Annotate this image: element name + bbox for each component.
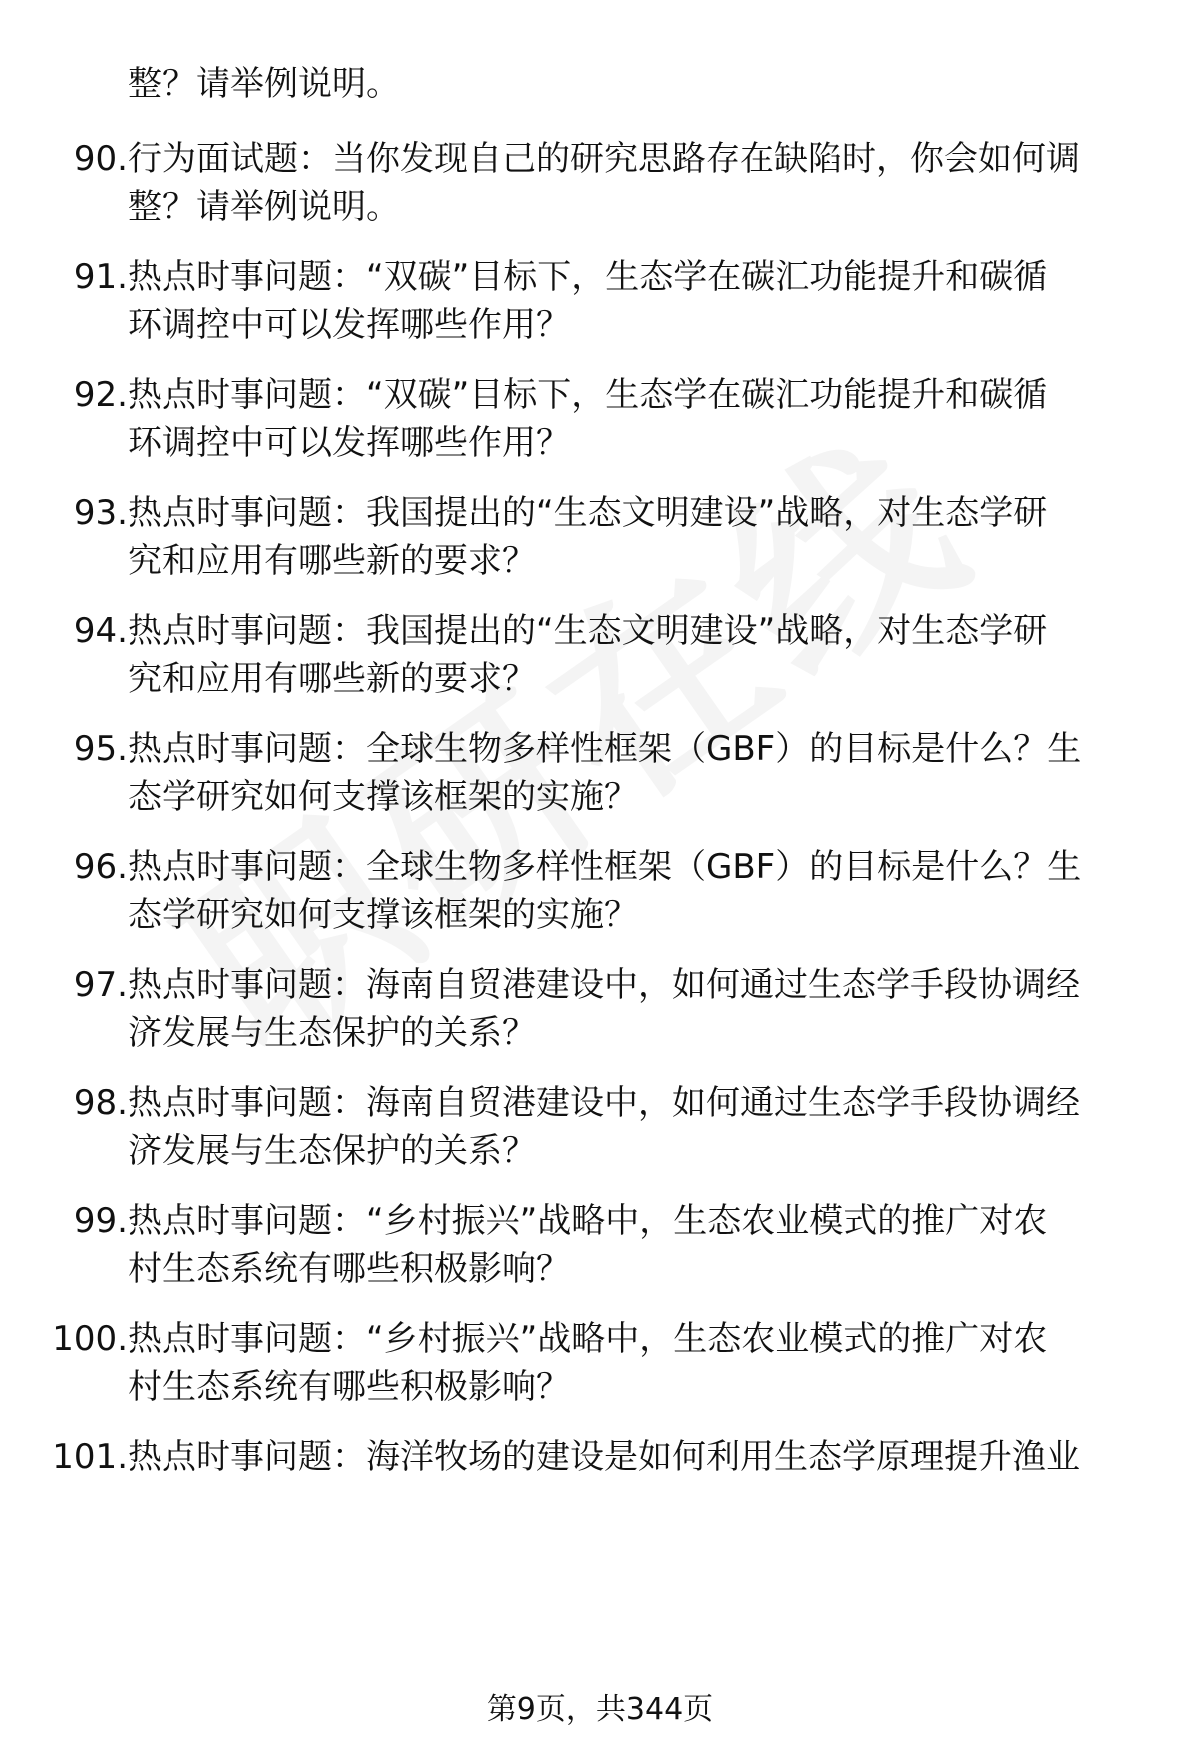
item-text-line: 环调控中可以发挥哪些作用？ <box>128 305 570 345</box>
item-text-line: 热点时事问题：“双碳”目标下，生态学在碳汇功能提升和碳循 <box>128 257 1048 297</box>
item-text-line: 究和应用有哪些新的要求？ <box>128 541 536 581</box>
item-text <box>128 1079 1138 1175</box>
item-text-line: 行为面试题：当你发现自己的研究思路存在缺陷时，你会如何调 <box>128 139 1080 179</box>
item-text <box>128 1197 1138 1293</box>
item-number: 95. <box>73 729 128 769</box>
item-text-line: 热点时事问题：我国提出的“生态文明建设”战略，对生态学研 <box>128 611 1048 651</box>
item-number: 92. <box>73 375 128 415</box>
item-text-line: 态学研究如何支撑该框架的实施？ <box>128 895 638 935</box>
item-text-line: 济发展与生态保护的关系？ <box>128 1131 536 1171</box>
item-text <box>128 135 1138 231</box>
item-number: 100. <box>52 1319 128 1359</box>
item-number: 97. <box>73 965 128 1005</box>
continuation-text: 整？请举例说明。 <box>128 64 400 104</box>
item-text <box>128 961 1138 1057</box>
item-number: 93. <box>73 493 128 533</box>
item-text <box>128 725 1138 821</box>
page-footer: 第9页，共344页 <box>486 1692 714 1727</box>
item-text <box>128 489 1138 585</box>
item-text <box>128 607 1138 703</box>
item-number: 90. <box>73 139 128 179</box>
item-text-line: 村生态系统有哪些积极影响？ <box>128 1249 570 1289</box>
item-text <box>128 1433 1138 1481</box>
item-text <box>128 843 1138 939</box>
item-text-line: 热点时事问题：全球生物多样性框架（GBF）的目标是什么？生 <box>128 847 1082 887</box>
item-text-line: 态学研究如何支撑该框架的实施？ <box>128 777 638 817</box>
item-number: 101. <box>52 1437 128 1477</box>
item-text-line: 究和应用有哪些新的要求？ <box>128 659 536 699</box>
item-text <box>128 253 1138 349</box>
item-text <box>128 371 1138 467</box>
item-text-line: 热点时事问题：海洋牧场的建设是如何利用生态学原理提升渔业 <box>128 1437 1080 1477</box>
item-text-line: 热点时事问题：海南自贸港建设中，如何通过生态学手段协调经 <box>128 1083 1080 1123</box>
item-number: 91. <box>73 257 128 297</box>
item-text <box>128 1315 1138 1411</box>
item-number: 94. <box>73 611 128 651</box>
item-text-line: 热点时事问题：全球生物多样性框架（GBF）的目标是什么？生 <box>128 729 1082 769</box>
item-text-line: 济发展与生态保护的关系？ <box>128 1013 536 1053</box>
item-text-line: 村生态系统有哪些积极影响？ <box>128 1367 570 1407</box>
item-text-line: 热点时事问题：“乡村振兴”战略中，生态农业模式的推广对农 <box>128 1319 1048 1359</box>
item-text-line: 热点时事问题：“乡村振兴”战略中，生态农业模式的推广对农 <box>128 1201 1048 1241</box>
item-text-line: 环调控中可以发挥哪些作用？ <box>128 423 570 463</box>
item-number: 96. <box>73 847 128 887</box>
item-text-line: 热点时事问题：“双碳”目标下，生态学在碳汇功能提升和碳循 <box>128 375 1048 415</box>
item-text-line: 热点时事问题：海南自贸港建设中，如何通过生态学手段协调经 <box>128 965 1080 1005</box>
item-text-line: 整？请举例说明。 <box>128 187 400 227</box>
item-number: 98. <box>73 1083 128 1123</box>
item-text-line: 热点时事问题：我国提出的“生态文明建设”战略，对生态学研 <box>128 493 1048 533</box>
item-number: 99. <box>73 1201 128 1241</box>
